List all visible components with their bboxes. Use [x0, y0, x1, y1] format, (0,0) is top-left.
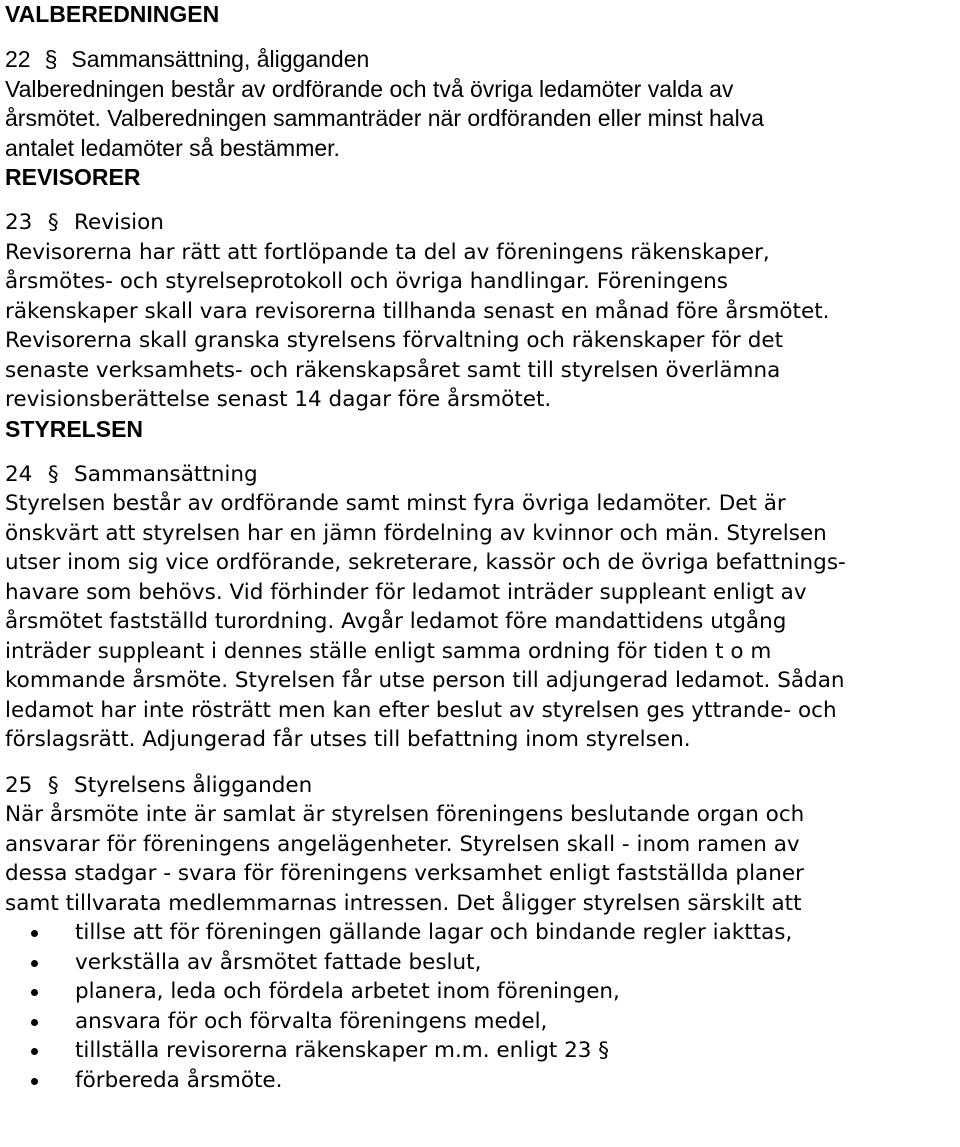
list-item — [5, 1036, 955, 1066]
bullet-icon — [31, 930, 38, 937]
paragraph-number: 24 — [5, 461, 33, 487]
bullet-icon — [31, 989, 38, 996]
text-line: årsmötes- och styrelseprotokoll och övriga handlingar. Föreningens — [5, 269, 728, 294]
duty-list — [5, 918, 955, 1095]
paragraph-heading — [5, 208, 955, 238]
section-valberedningen — [5, 0, 955, 163]
text-line: Revisorerna har rätt att fortlöpande ta del av föreningens räkenskaper, — [5, 239, 770, 265]
section-revisorer — [5, 163, 955, 415]
text-line: förslagsrätt. Adjungerad får utses till befattning inom styrelsen. — [5, 727, 691, 752]
section-title: REVISORER — [5, 164, 141, 190]
list-item — [5, 918, 955, 948]
text-line: samt tillvarata medlemmarnas intressen. Det åligger styrelsen särskilt att — [5, 890, 802, 916]
list-item-text: tillställa revisorerna räkenskaper m.m. enligt 23 § — [75, 1038, 610, 1063]
section-styrelsen — [5, 415, 955, 755]
text-line: utser inom sig vice ordförande, sekreterare, kassör och de övriga befattnings- — [5, 550, 846, 575]
paragraph-heading — [5, 460, 955, 490]
paragraph-heading-text: Revision — [74, 210, 164, 235]
text-line: årsmötet fastställd turordning. Avgår ledamot före mandattidens utgång — [5, 609, 787, 634]
text-line: Revisorerna skall granska styrelsens förvaltning och räkenskaper för det — [5, 328, 784, 353]
paragraph-sign: § — [44, 46, 58, 72]
paragraph-number: 23 — [5, 210, 33, 235]
text-line: önskvärt att styrelsen har en jämn fördelning av kvinnor och män. Styrelsen — [5, 520, 827, 546]
text-line: antalet ledamöter så bestämmer. — [5, 134, 340, 161]
paragraph-sign: § — [47, 210, 59, 235]
bullet-icon — [31, 960, 38, 967]
list-item-text: tillse att för föreningen gällande lagar och bindande regler iakttas, — [75, 920, 793, 945]
text-line: räkenskaper skall vara revisorerna tillhanda senast en månad före årsmötet. — [5, 298, 830, 324]
text-line: Valberedningen består av ordförande och två övriga ledamöter valda av — [5, 75, 734, 102]
section-title: STYRELSEN — [5, 415, 144, 442]
list-item — [5, 1007, 955, 1037]
paragraph-sign: § — [47, 461, 59, 487]
paragraph-number: 22 — [5, 46, 31, 72]
document-page — [5, 0, 955, 1095]
paragraph-heading-text: Styrelsens åligganden — [74, 772, 313, 798]
text-line: kommande årsmöte. Styrelsen får utse person till adjungerad ledamot. Sådan — [5, 668, 845, 693]
list-item — [5, 977, 955, 1007]
bullet-icon — [31, 1048, 38, 1055]
list-item — [5, 1066, 955, 1096]
text-line: dessa stadgar - svara för föreningens verksamhet enligt fastställda planer — [5, 861, 804, 886]
list-item-text: verkställa av årsmötet fattade beslut, — [75, 949, 482, 975]
paragraph-heading-text: Sammansättning — [74, 461, 258, 487]
list-item-text: förbereda årsmöte. — [75, 1067, 283, 1093]
text-line: Styrelsen består av ordförande samt minst fyra övriga ledamöter. Det är — [5, 491, 786, 516]
text-line: När årsmöte inte är samlat är styrelsen föreningens beslutande organ och — [5, 802, 805, 827]
bullet-icon — [31, 1019, 38, 1026]
list-item-text: ansvara för och förvalta föreningens medel, — [75, 1008, 548, 1034]
text-line: inträder suppleant i dennes ställe enligt samma ordning för tiden t o m — [5, 638, 772, 664]
text-line: senaste verksamhets- och räkenskapsåret samt till styrelsen överlämna — [5, 357, 781, 383]
paragraph-heading — [5, 771, 955, 801]
section-title: VALBEREDNINGEN — [5, 1, 220, 27]
bullet-icon — [31, 1078, 38, 1085]
text-line: årsmötet. Valberedningen sammanträder när ordföranden eller minst halva — [5, 105, 764, 131]
list-item-text: planera, leda och fördela arbetet inom föreningen, — [75, 979, 620, 1004]
section-styrelsens-aligganden — [5, 771, 955, 1096]
paragraph-heading — [5, 45, 955, 75]
paragraph-sign: § — [47, 772, 59, 798]
text-line: ansvarar för föreningens angelägenheter. Styrelsen skall - inom ramen av — [5, 831, 800, 857]
text-line: ledamot har inte rösträtt men kan efter beslut av styrelsen ges yttrande- och — [5, 697, 837, 723]
text-line: revisionsberättelse senast 14 dagar före årsmötet. — [5, 387, 552, 412]
paragraph-number: 25 — [5, 772, 33, 798]
list-item — [5, 948, 955, 978]
paragraph-heading-text: Sammansättning, åligganden — [71, 46, 370, 72]
text-line: havare som behövs. Vid förhinder för ledamot inträder suppleant enligt av — [5, 579, 807, 605]
